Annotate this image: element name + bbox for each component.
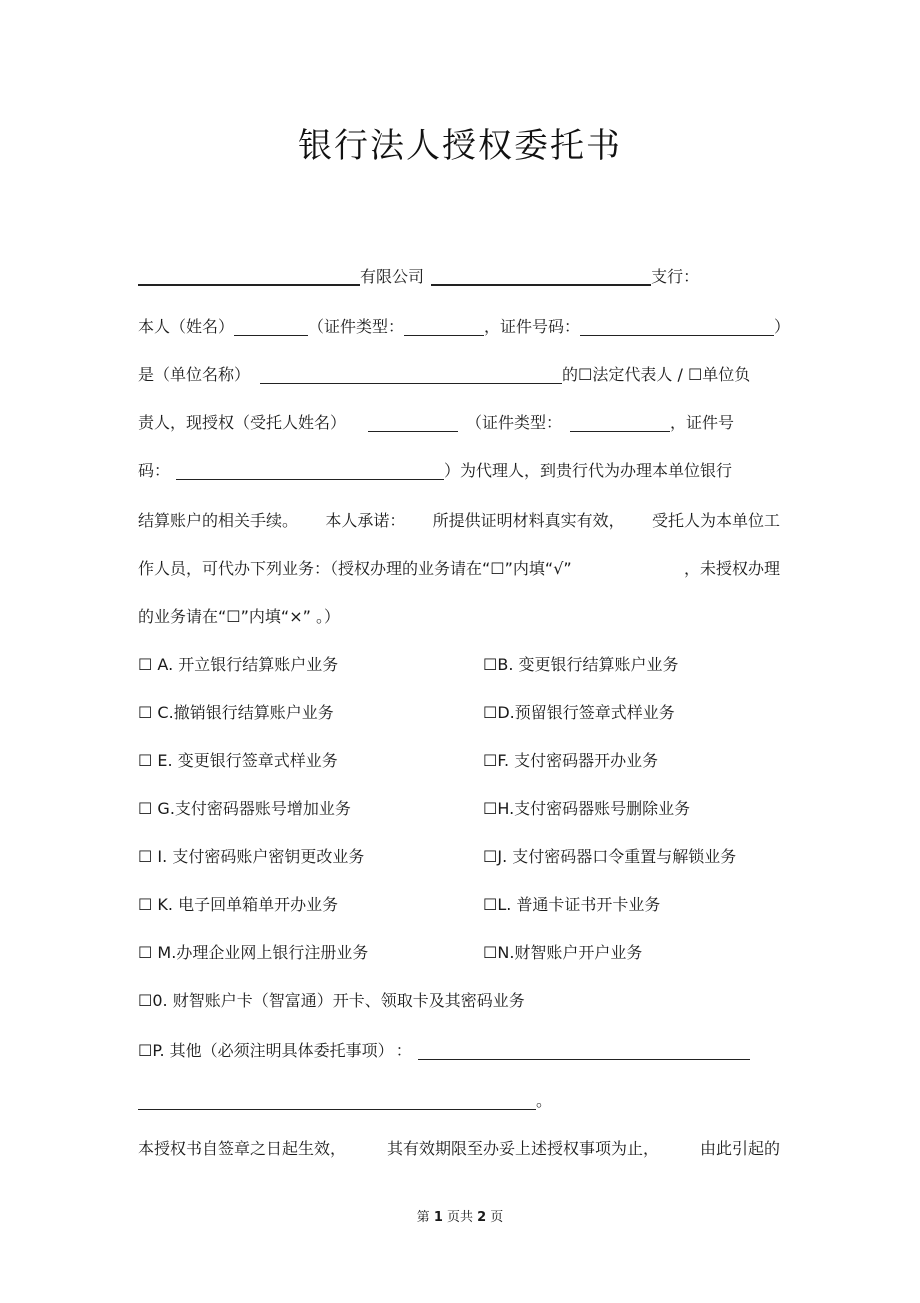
para-line-1 xyxy=(138,314,791,340)
option-label: B. 变更银行结算账户业务 xyxy=(497,655,679,674)
option-n[interactable] xyxy=(483,940,642,966)
trustee-name-label: 责人，现授权（受托人姓名） xyxy=(138,413,347,432)
text-segment: ，未授权办理 xyxy=(683,559,780,578)
option-a[interactable] xyxy=(138,652,338,678)
unit-name-label: 是（单位名称） xyxy=(138,365,251,384)
option-g[interactable] xyxy=(138,796,351,822)
option-label: F. 支付密码器开办业务 xyxy=(497,751,659,770)
footer-text: 页共 xyxy=(442,1210,478,1225)
option-label: D.预留银行签章式样业务 xyxy=(497,703,675,722)
checkbox[interactable]: ☐ xyxy=(138,943,153,962)
option-j[interactable] xyxy=(483,844,736,870)
checkbox[interactable]: ☐ xyxy=(483,655,498,674)
document-title: 银行法人授权委托书 xyxy=(298,126,622,166)
checkbox[interactable]: ☐ xyxy=(138,703,153,722)
text-segment: 本授权书自签章之日起生效， xyxy=(138,1139,347,1158)
legal-rep-label: 法定代表人 / xyxy=(592,365,688,384)
option-k[interactable] xyxy=(138,892,338,918)
name-label: 本人（姓名） xyxy=(138,317,235,336)
trustee-id-type-label: （证件类型： xyxy=(466,413,563,432)
option-label: E. 变更银行签章式样业务 xyxy=(152,751,338,770)
para-line-4 xyxy=(138,458,780,484)
option-label: C.撤销银行结算账户业务 xyxy=(152,703,334,722)
option-label: J. 支付密码器口令重置与解锁业务 xyxy=(497,847,737,866)
option-d[interactable] xyxy=(483,700,675,726)
option-b[interactable] xyxy=(483,652,679,678)
text-segment: 其有效期限至办妥上述授权事项为止， xyxy=(386,1139,659,1158)
agent-statement: ）为代理人，到贵行代为办理本单位银行 xyxy=(444,461,733,480)
option-h[interactable] xyxy=(483,796,690,822)
of-label: 的 xyxy=(562,365,579,384)
checkbox[interactable]: ☐ xyxy=(138,751,153,770)
option-f[interactable] xyxy=(483,748,658,774)
option-o[interactable] xyxy=(138,988,525,1014)
option-label: I. 支付密码账户密钥更改业务 xyxy=(152,847,365,866)
checkbox[interactable]: ☐ xyxy=(483,943,498,962)
checkbox[interactable]: ☐ xyxy=(483,751,498,770)
option-c[interactable] xyxy=(138,700,334,726)
checkbox[interactable]: ☐ xyxy=(138,655,153,674)
option-label: N.财智账户开户业务 xyxy=(497,943,643,962)
option-l[interactable] xyxy=(483,892,660,918)
checkbox[interactable]: ☐ xyxy=(483,799,498,818)
closing-line xyxy=(138,1136,780,1162)
unit-head-checkbox[interactable]: ☐ xyxy=(687,365,703,384)
checkbox[interactable]: ☐ xyxy=(483,895,498,914)
id-type-label: （证件类型： xyxy=(308,317,405,336)
option-i[interactable] xyxy=(138,844,364,870)
header-line xyxy=(138,264,780,290)
text-segment: 受托人为本单位工 xyxy=(651,511,780,530)
close-paren: ） xyxy=(774,317,791,336)
option-p[interactable] xyxy=(138,1038,750,1064)
id-type-blank[interactable] xyxy=(404,317,484,336)
trustee-id-type-blank[interactable] xyxy=(570,413,670,432)
option-m[interactable] xyxy=(138,940,368,966)
trustee-id-number-blank[interactable] xyxy=(176,461,444,480)
option-colon: ： xyxy=(395,1041,412,1060)
option-label: A. 开立银行结算账户业务 xyxy=(152,655,339,674)
checkbox[interactable]: ☐ xyxy=(138,799,153,818)
id-number-blank[interactable] xyxy=(580,317,774,336)
branch-suffix: 支行： xyxy=(651,267,700,286)
trustee-name-blank[interactable] xyxy=(368,413,458,432)
page-number: 1 xyxy=(433,1210,443,1225)
legal-rep-checkbox[interactable]: ☐ xyxy=(578,365,593,384)
company-name-blank[interactable] xyxy=(138,266,360,286)
other-matters-blank[interactable] xyxy=(418,1041,750,1060)
checkbox[interactable]: ☐ xyxy=(483,703,498,722)
code-label: 码： xyxy=(138,461,171,480)
option-label: K. 电子回单箱单开办业务 xyxy=(152,895,339,914)
branch-name-blank[interactable] xyxy=(431,266,651,286)
period: 。 xyxy=(536,1091,553,1110)
id-number-label: ，证件号码： xyxy=(484,317,581,336)
para-line-3 xyxy=(138,410,780,436)
option-label: P. 其他（必须注明具体委托事项） xyxy=(152,1041,386,1060)
other-matters-line-2 xyxy=(138,1088,780,1114)
page-total: 2 xyxy=(477,1210,487,1225)
para-line-2 xyxy=(138,362,780,388)
option-label: H.支付密码器账号删除业务 xyxy=(497,799,691,818)
text-segment: 作人员，可代办下列业务：（授权办理的业务请在“☐”内填“√” xyxy=(138,559,572,578)
checkbox[interactable]: ☐ xyxy=(483,847,498,866)
checkbox[interactable]: ☐ xyxy=(138,1041,153,1060)
unit-name-blank[interactable] xyxy=(260,365,562,384)
text-segment: 结算账户的相关手续。 xyxy=(138,511,299,530)
checkbox[interactable]: ☐ xyxy=(138,991,153,1010)
option-label: G.支付密码器账号增加业务 xyxy=(152,799,351,818)
para-line-5 xyxy=(138,508,780,534)
text-segment: 的业务请在“☐”内填“×” 。） xyxy=(138,607,340,626)
footer-text: 第 xyxy=(416,1210,434,1225)
name-blank[interactable] xyxy=(234,317,308,336)
para-line-7 xyxy=(138,604,780,630)
text-segment: 本人承诺： xyxy=(325,511,406,530)
footer-text: 页 xyxy=(486,1210,504,1225)
option-e[interactable] xyxy=(138,748,338,774)
option-label: 0. 财智账户卡（智富通）开卡、领取卡及其密码业务 xyxy=(152,991,525,1010)
checkbox[interactable]: ☐ xyxy=(138,895,153,914)
text-segment: 所提供证明材料真实有效， xyxy=(432,511,625,530)
text-segment: 由此引起的 xyxy=(699,1139,780,1158)
para-line-6 xyxy=(138,556,780,582)
other-matters-blank-2[interactable] xyxy=(138,1091,536,1110)
unit-head-label: 单位负 xyxy=(702,365,751,384)
option-label: L. 普通卡证书开卡业务 xyxy=(497,895,661,914)
option-label: M.办理企业网上银行注册业务 xyxy=(152,943,369,962)
checkbox[interactable]: ☐ xyxy=(138,847,153,866)
page-footer xyxy=(0,1208,920,1228)
company-suffix: 有限公司 xyxy=(360,267,425,286)
trustee-id-number-label: ，证件号 xyxy=(670,413,735,432)
